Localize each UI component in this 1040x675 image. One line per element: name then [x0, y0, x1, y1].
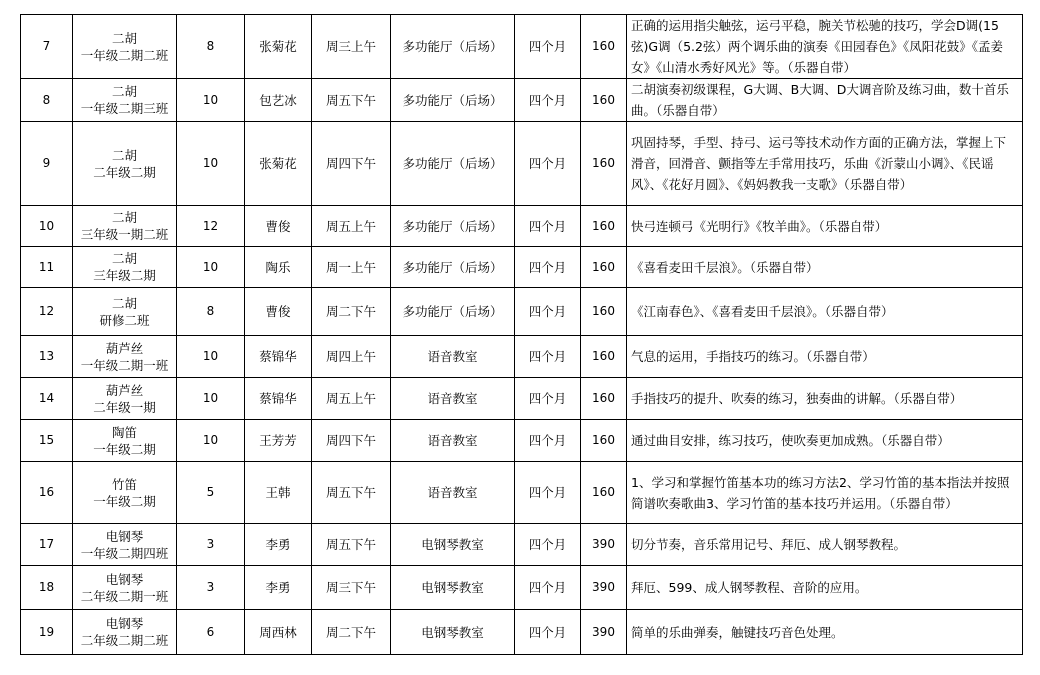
student-count-cell: 10: [177, 378, 245, 420]
course-name-cell: 葫芦丝 二年级一期: [73, 378, 177, 420]
duration-cell: 四个月: [515, 462, 581, 524]
duration-cell: 四个月: [515, 79, 581, 122]
table-row: [21, 336, 1023, 378]
location-cell: 多功能厅（后场）: [391, 122, 515, 206]
fee-cell: 160: [581, 206, 627, 247]
class-time-cell: 周五下午: [312, 79, 391, 122]
table-row: [21, 15, 1023, 79]
teacher-cell: 曹俊: [245, 288, 312, 336]
course-name-cell: 二胡 三年级二期: [73, 247, 177, 288]
course-name-cell: 二胡 二年级二期: [73, 122, 177, 206]
course-name-cell: 二胡 研修二班: [73, 288, 177, 336]
location-cell: 电钢琴教室: [391, 610, 515, 655]
course-name-cell: 竹笛 一年级二期: [73, 462, 177, 524]
course-content-cell: 切分节奏，音乐常用记号、拜厄、成人钢琴教程。: [627, 524, 1023, 566]
row-number-cell: 19: [21, 610, 73, 655]
row-number-cell: 8: [21, 79, 73, 122]
location-cell: 多功能厅（后场）: [391, 79, 515, 122]
location-cell: 电钢琴教室: [391, 566, 515, 610]
duration-cell: 四个月: [515, 524, 581, 566]
class-time-cell: 周四上午: [312, 336, 391, 378]
course-content-cell: 1、学习和掌握竹笛基本功的练习方法2、学习竹笛的基本指法并按照简谱吹奏歌曲3、学习竹笛的基本技巧并运用。（乐器自带）: [627, 462, 1023, 524]
course-name-cell: 二胡 一年级二期二班: [73, 15, 177, 79]
course-name-cell: 电钢琴 二年级二期一班: [73, 566, 177, 610]
course-name-cell: 陶笛 一年级二期: [73, 420, 177, 462]
location-cell: 语音教室: [391, 378, 515, 420]
teacher-cell: 包艺冰: [245, 79, 312, 122]
row-number-cell: 7: [21, 15, 73, 79]
student-count-cell: 5: [177, 462, 245, 524]
fee-cell: 160: [581, 247, 627, 288]
row-number-cell: 17: [21, 524, 73, 566]
class-time-cell: 周二下午: [312, 610, 391, 655]
class-time-cell: 周二下午: [312, 288, 391, 336]
course-content-cell: 气息的运用，手指技巧的练习。（乐器自带）: [627, 336, 1023, 378]
row-number-cell: 9: [21, 122, 73, 206]
teacher-cell: 陶乐: [245, 247, 312, 288]
course-content-cell: 手指技巧的提升、吹奏的练习，独奏曲的讲解。（乐器自带）: [627, 378, 1023, 420]
course-content-cell: 《江南春色》、《喜看麦田千层浪》。（乐器自带）: [627, 288, 1023, 336]
fee-cell: 390: [581, 610, 627, 655]
course-content-cell: 巩固持琴，手型、持弓、运弓等技术动作方面的正确方法，掌握上下滑音，回滑音、颤指等左手常用技巧，乐曲《沂蒙山小调》、《民谣风》、《花好月圆》、《妈妈教我一支歌》（乐器自带）: [627, 122, 1023, 206]
student-count-cell: 10: [177, 79, 245, 122]
duration-cell: 四个月: [515, 378, 581, 420]
student-count-cell: 8: [177, 288, 245, 336]
duration-cell: 四个月: [515, 247, 581, 288]
student-count-cell: 10: [177, 247, 245, 288]
duration-cell: 四个月: [515, 288, 581, 336]
location-cell: 多功能厅（后场）: [391, 15, 515, 79]
location-cell: 电钢琴教室: [391, 524, 515, 566]
course-content-cell: 二胡演奏初级课程，G大调、B大调、D大调音阶及练习曲，数十首乐曲。（乐器自带）: [627, 79, 1023, 122]
class-time-cell: 周五下午: [312, 524, 391, 566]
table-row: [21, 462, 1023, 524]
table-row: [21, 288, 1023, 336]
duration-cell: 四个月: [515, 122, 581, 206]
teacher-cell: 王芳芳: [245, 420, 312, 462]
class-time-cell: 周五下午: [312, 462, 391, 524]
location-cell: 多功能厅（后场）: [391, 206, 515, 247]
duration-cell: 四个月: [515, 15, 581, 79]
row-number-cell: 11: [21, 247, 73, 288]
course-content-cell: 快弓连顿弓《光明行》《牧羊曲》。（乐器自带）: [627, 206, 1023, 247]
duration-cell: 四个月: [515, 566, 581, 610]
course-content-cell: 拜厄、599、成人钢琴教程、音阶的应用。: [627, 566, 1023, 610]
teacher-cell: 李勇: [245, 524, 312, 566]
fee-cell: 160: [581, 122, 627, 206]
row-number-cell: 16: [21, 462, 73, 524]
course-name-cell: 葫芦丝 一年级二期一班: [73, 336, 177, 378]
location-cell: 语音教室: [391, 336, 515, 378]
row-number-cell: 18: [21, 566, 73, 610]
fee-cell: 390: [581, 566, 627, 610]
class-time-cell: 周五上午: [312, 206, 391, 247]
student-count-cell: 10: [177, 420, 245, 462]
table-row: [21, 566, 1023, 610]
course-schedule-table: [20, 14, 1023, 655]
fee-cell: 160: [581, 288, 627, 336]
table-row: [21, 378, 1023, 420]
teacher-cell: 张菊花: [245, 15, 312, 79]
teacher-cell: 周西林: [245, 610, 312, 655]
table-row: [21, 524, 1023, 566]
course-name-cell: 电钢琴 二年级二期二班: [73, 610, 177, 655]
duration-cell: 四个月: [515, 420, 581, 462]
teacher-cell: 蔡锦华: [245, 378, 312, 420]
row-number-cell: 12: [21, 288, 73, 336]
location-cell: 语音教室: [391, 462, 515, 524]
course-name-cell: 二胡 三年级一期二班: [73, 206, 177, 247]
student-count-cell: 10: [177, 336, 245, 378]
teacher-cell: 张菊花: [245, 122, 312, 206]
course-content-cell: 《喜看麦田千层浪》。（乐器自带）: [627, 247, 1023, 288]
duration-cell: 四个月: [515, 610, 581, 655]
course-name-cell: 电钢琴 一年级二期四班: [73, 524, 177, 566]
row-number-cell: 13: [21, 336, 73, 378]
fee-cell: 160: [581, 15, 627, 79]
row-number-cell: 14: [21, 378, 73, 420]
table-body: [21, 15, 1023, 655]
student-count-cell: 6: [177, 610, 245, 655]
duration-cell: 四个月: [515, 336, 581, 378]
fee-cell: 160: [581, 336, 627, 378]
fee-cell: 160: [581, 79, 627, 122]
teacher-cell: 王韩: [245, 462, 312, 524]
student-count-cell: 10: [177, 122, 245, 206]
table-row: [21, 79, 1023, 122]
course-name-cell: 二胡 一年级二期三班: [73, 79, 177, 122]
student-count-cell: 8: [177, 15, 245, 79]
course-content-cell: 简单的乐曲弹奏，触键技巧音色处理。: [627, 610, 1023, 655]
fee-cell: 160: [581, 462, 627, 524]
fee-cell: 390: [581, 524, 627, 566]
class-time-cell: 周三下午: [312, 566, 391, 610]
teacher-cell: 曹俊: [245, 206, 312, 247]
table-row: [21, 122, 1023, 206]
table-row: [21, 206, 1023, 247]
fee-cell: 160: [581, 420, 627, 462]
teacher-cell: 蔡锦华: [245, 336, 312, 378]
class-time-cell: 周四下午: [312, 122, 391, 206]
class-time-cell: 周三上午: [312, 15, 391, 79]
fee-cell: 160: [581, 378, 627, 420]
table-row: [21, 247, 1023, 288]
class-time-cell: 周五上午: [312, 378, 391, 420]
location-cell: 多功能厅（后场）: [391, 288, 515, 336]
row-number-cell: 15: [21, 420, 73, 462]
student-count-cell: 3: [177, 566, 245, 610]
student-count-cell: 12: [177, 206, 245, 247]
teacher-cell: 李勇: [245, 566, 312, 610]
duration-cell: 四个月: [515, 206, 581, 247]
student-count-cell: 3: [177, 524, 245, 566]
class-time-cell: 周四下午: [312, 420, 391, 462]
row-number-cell: 10: [21, 206, 73, 247]
course-content-cell: 正确的运用指尖触弦，运弓平稳，腕关节松驰的技巧，学会D调(15弦)G调（5.2弦）两个调乐曲的演奏《田园春色》《凤阳花鼓》《孟姜女》《山清水秀好风光》等。（乐器自带）: [627, 15, 1023, 79]
table-row: [21, 610, 1023, 655]
table-row: [21, 420, 1023, 462]
location-cell: 多功能厅（后场）: [391, 247, 515, 288]
course-content-cell: 通过曲目安排，练习技巧，使吹奏更加成熟。（乐器自带）: [627, 420, 1023, 462]
class-time-cell: 周一上午: [312, 247, 391, 288]
location-cell: 语音教室: [391, 420, 515, 462]
